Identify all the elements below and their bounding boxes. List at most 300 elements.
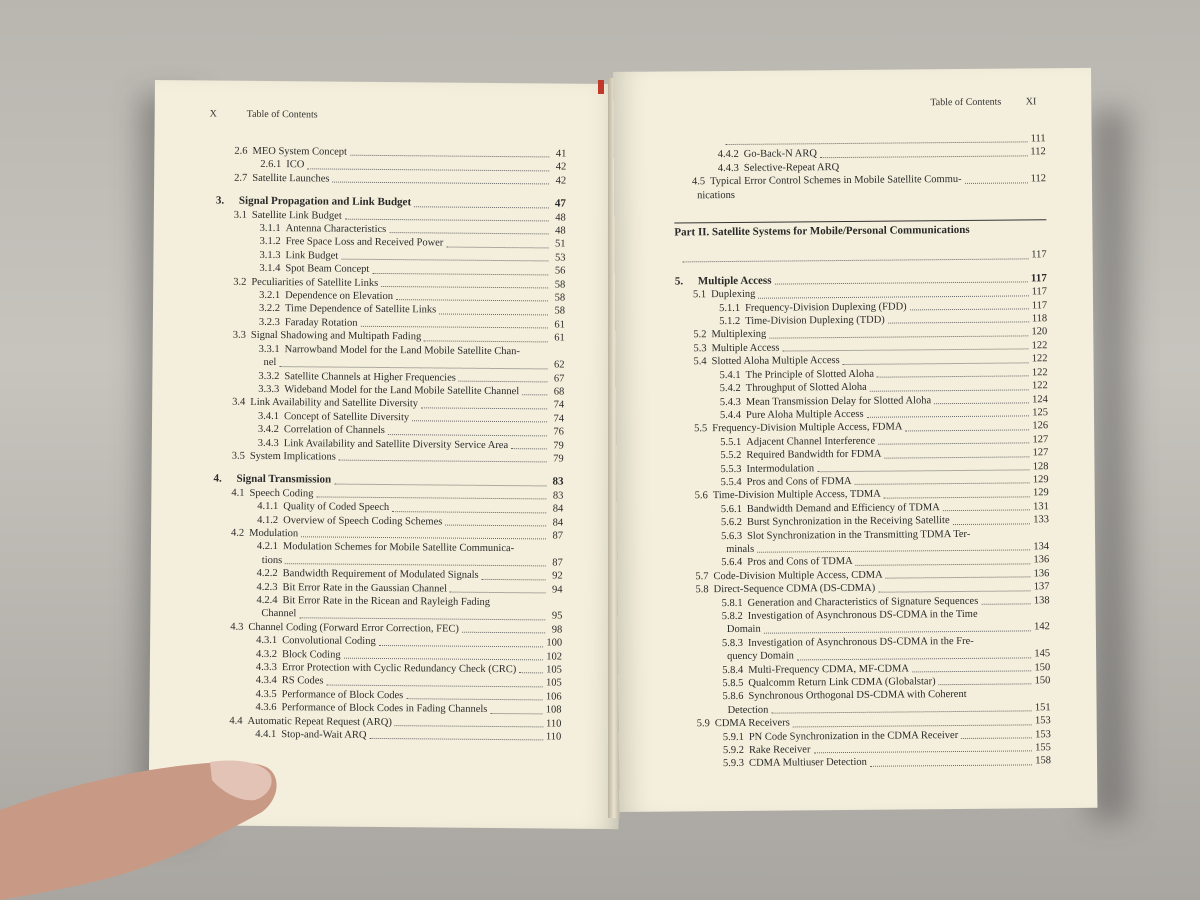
toc-entry-number: 4.1.1 — [257, 501, 279, 513]
toc-entry-title: System Implications — [249, 450, 336, 463]
toc-entry-number: 5.5 — [694, 423, 708, 435]
toc-entry-title: Synchronous Orthogonal DS-CDMA with Coherent — [748, 689, 967, 703]
toc-entry-page: 138 — [1033, 594, 1050, 606]
toc-entry-number: 4.2 — [231, 527, 245, 539]
toc-dot-leader — [905, 429, 1029, 431]
toc-entry-title: Channel Coding (Forward Error Correction, FEC) — [248, 621, 459, 635]
toc-entry-number: 2.7 — [234, 172, 248, 184]
toc-dot-leader — [406, 698, 543, 700]
toc-dot-leader — [285, 563, 546, 566]
toc-entry-page: 158 — [1035, 755, 1052, 767]
toc-dot-leader — [519, 673, 543, 674]
toc-dot-leader — [316, 497, 546, 500]
toc-entry-number: 3.4.3 — [257, 437, 279, 449]
toc-entry-title: Error Protection with Cyclic Redundancy Check (CRC) — [281, 662, 517, 676]
toc-entry-page: 48 — [555, 225, 566, 237]
toc-entry-title: Antenna Characteristics — [285, 223, 387, 236]
toc-entry-page: 126 — [1032, 420, 1049, 432]
toc-entry-number: 5.6.3 — [721, 530, 743, 542]
toc-entry — [214, 449, 564, 465]
toc-entry-number: 5.9.2 — [722, 744, 744, 757]
toc-entry-title: Rake Receiver — [748, 744, 811, 756]
toc-entry-number: 5.1 — [692, 289, 707, 301]
toc-entry-page: 110 — [545, 731, 562, 743]
toc-entry-title: Signal Shadowing and Multipath Fading — [250, 330, 422, 343]
toc-entry-number: 3.1 — [233, 209, 247, 221]
toc-entry-title: Signal Propagation and Link Budget — [238, 194, 412, 209]
toc-entry-title: Intermodulation — [746, 462, 815, 475]
toc-entry-title: Time Dependence of Satellite Links — [284, 303, 437, 316]
left-toc-list — [211, 145, 566, 745]
toc-dot-leader — [279, 366, 547, 369]
toc-entry-title: Link Availability and Satellite Diversity Service Area — [283, 437, 509, 451]
toc-dot-leader — [877, 375, 1029, 377]
toc-dot-leader — [424, 340, 548, 342]
toc-dot-leader — [341, 259, 548, 262]
toc-dot-leader — [369, 738, 542, 741]
toc-entry-number: 3.3 — [232, 329, 246, 342]
toc-entry-page: 111 — [1030, 133, 1046, 145]
toc-entry-title: tions — [261, 554, 283, 566]
toc-entry-title: Channel — [261, 608, 297, 620]
toc-entry-page: 79 — [553, 440, 564, 452]
toc-entry-title: Signal Transmission — [236, 473, 332, 486]
toc-entry-number: 2.6 — [234, 145, 248, 157]
toc-entry-number: 4.1 — [231, 487, 245, 499]
toc-entry-title: CDMA Multiuser Detection — [748, 757, 867, 770]
toc-entry-number: 4.4.1 — [255, 728, 277, 741]
toc-entry-page: 137 — [1033, 581, 1050, 593]
toc-entry-page: 106 — [545, 691, 562, 703]
toc-entry-number: 4.3.2 — [255, 648, 278, 660]
toc-dot-leader — [372, 273, 548, 276]
toc-entry-number: 4.2.1 — [256, 541, 278, 553]
toc-dot-leader — [888, 322, 1029, 324]
toc-entry-number: 3.4 — [232, 396, 246, 409]
toc-dot-leader — [758, 295, 1028, 298]
toc-entry-page: 153 — [1034, 728, 1051, 740]
toc-dot-leader — [333, 182, 550, 185]
toc-entry-page: 74 — [553, 399, 565, 411]
toc-entry-title: Go-Back-N ARQ — [743, 148, 817, 161]
toc-entry-title: Pros and Cons of FDMA — [746, 475, 852, 488]
toc-entry-title: Satellite Channels at Higher Frequencies — [284, 370, 456, 384]
left-page — [148, 80, 624, 829]
toc-dot-leader — [345, 219, 549, 222]
left-page-number: X — [209, 108, 217, 120]
toc-dot-leader — [388, 434, 547, 436]
toc-dot-leader — [360, 326, 547, 329]
toc-entry-page: 62 — [553, 359, 565, 371]
toc-entry-page: 42 — [555, 175, 567, 187]
toc-dot-leader — [482, 578, 546, 580]
toc-dot-leader — [490, 713, 542, 714]
toc-entry-number: 5.3 — [693, 343, 707, 355]
toc-entry-title: Pros and Cons of TDMA — [747, 556, 853, 569]
toc-entry-title: minals — [726, 543, 755, 555]
toc-entry-title: Direct-Sequence CDMA (DS-CDMA) — [713, 582, 876, 596]
toc-dot-leader — [445, 525, 546, 527]
toc-entry-number: 5.8.4 — [722, 664, 744, 676]
toc-entry-number: 5.6.1 — [720, 503, 742, 515]
toc-dot-leader — [820, 155, 1027, 158]
toc-dot-leader — [301, 537, 546, 540]
toc-dot-leader — [981, 603, 1031, 604]
toc-dot-leader — [450, 592, 546, 594]
toc-entry-title: Automatic Repeat Request (ARQ) — [247, 715, 392, 728]
toc-entry-page: 136 — [1033, 554, 1050, 566]
toc-entry-title: MEO System Concept — [252, 145, 348, 158]
toc-dot-leader — [813, 751, 1032, 754]
toc-entry-page: 117 — [1031, 286, 1047, 298]
toc-entry-title: Spot Beam Concept — [285, 263, 370, 276]
toc-dot-leader — [764, 630, 1031, 633]
toc-dot-leader — [943, 510, 1030, 512]
toc-entry-page: 87 — [552, 557, 563, 569]
toc-dot-leader — [961, 737, 1032, 739]
toc-entry-page: 117 — [1031, 299, 1048, 312]
toc-entry-number: 5.6.2 — [720, 517, 742, 529]
toc-entry-title: Time-Division Duplexing (TDD) — [745, 314, 885, 327]
toc-entry-page: 83 — [552, 475, 564, 488]
toc-entry-page: 87 — [552, 530, 564, 542]
toc-entry-number: 3. — [215, 194, 225, 207]
right-running-title: Table of Contents — [930, 96, 1002, 109]
toc-dot-leader — [817, 469, 1030, 472]
toc-entry-page: 61 — [554, 319, 565, 331]
toc-entry-title: CDMA Receivers — [714, 717, 790, 730]
bookmark-ribbon — [598, 80, 604, 94]
toc-entry-title: nications — [697, 189, 736, 201]
toc-entry-number: 5.8.6 — [722, 691, 744, 703]
toc-entry-title: Slot Synchronization in the Transmitting TDMA Ter- — [747, 528, 971, 542]
toc-entry — [674, 186, 1046, 203]
toc-entry-page: 58 — [554, 292, 566, 304]
toc-entry-number: 5.1.2 — [719, 315, 741, 328]
toc-entry-number: 4.2.2 — [256, 568, 278, 580]
toc-entry-number: 5. — [674, 275, 684, 288]
toc-entry-page: 83 — [552, 490, 564, 502]
toc-dot-leader — [459, 381, 548, 383]
toc-dot-leader — [381, 286, 548, 288]
toc-entry-page: 127 — [1032, 447, 1049, 459]
toc-entry-page: 125 — [1032, 407, 1049, 419]
toc-dot-leader — [326, 684, 543, 687]
toc-entry-page: 127 — [1032, 433, 1049, 446]
toc-dot-leader — [726, 142, 1028, 146]
toc-entry-number: 5.5.1 — [720, 436, 742, 448]
toc-dot-leader — [783, 349, 1029, 352]
toc-entry-title: Quality of Coded Speech — [283, 501, 390, 514]
toc-entry-page: 133 — [1033, 514, 1049, 526]
toc-entry-title: Qualcomm Return Link CDMA (Globalstar) — [748, 676, 936, 689]
toc-entry-page: 155 — [1035, 742, 1051, 754]
toc-entry-page: 118 — [1031, 313, 1048, 325]
part-heading: Part II. Satellite Systems for Mobile/Personal Communications — [674, 219, 1046, 240]
toc-entry-title: Duplexing — [711, 289, 756, 301]
toc-entry-number: 5.6 — [694, 490, 708, 502]
toc-entry-title: RS Codes — [281, 675, 324, 687]
toc-entry — [216, 171, 566, 187]
toc-entry-number: 4.1.2 — [257, 514, 279, 526]
toc-entry-title: Throughput of Slotted Aloha — [745, 381, 867, 394]
toc-entry-page: 67 — [553, 372, 565, 385]
toc-entry-title: nel — [263, 357, 277, 369]
toc-entry-page: 58 — [554, 305, 566, 318]
toc-entry-number: 3.2 — [233, 276, 247, 288]
toc-dot-leader — [884, 496, 1030, 498]
toc-entry-number: 3.4.2 — [257, 424, 280, 436]
toc-entry-number: 3.5 — [231, 450, 245, 462]
toc-entry-page: 150 — [1034, 661, 1051, 673]
toc-dot-leader — [774, 282, 1027, 285]
toc-dot-leader — [953, 523, 1031, 525]
toc-entry-title: Speech Coding — [249, 487, 314, 500]
toc-entry-title: Convolutional Coding — [282, 635, 376, 648]
toc-entry-number: 5.9 — [696, 718, 710, 730]
toc-entry-title: Bit Error Rate in the Gaussian Channel — [282, 581, 448, 595]
toc-dot-leader — [797, 657, 1031, 660]
toc-dot-leader — [344, 658, 544, 661]
toc-entry-title: Typical Error Control Schemes in Mobile Satellite Commu- — [710, 174, 962, 188]
toc-entry-page: 42 — [555, 161, 567, 173]
toc-entry-page: 53 — [554, 252, 566, 264]
toc-dot-leader — [878, 590, 1031, 592]
toc-entry-page: 105 — [546, 664, 562, 676]
toc-entry-page: 112 — [1030, 173, 1046, 185]
toc-entry-page: 145 — [1034, 648, 1051, 660]
toc-entry-title: Time-Division Multiple Access, TDMA — [712, 489, 881, 502]
toc-entry-number: 3.2.3 — [258, 316, 280, 328]
toc-entry-number: 3.2.2 — [258, 303, 281, 315]
toc-dot-leader — [334, 483, 546, 486]
toc-entry-title: Correlation of Channels — [283, 424, 385, 437]
toc-entry-page: 51 — [555, 238, 566, 251]
toc-entry-number: 5.8.2 — [721, 610, 743, 623]
toc-entry-page: 92 — [552, 570, 563, 582]
toc-entry-title: Satellite Launches — [252, 172, 330, 185]
toc-entry-title: Mean Transmission Delay for Slotted Aloha — [745, 394, 932, 408]
toc-entry-page: 153 — [1034, 715, 1051, 727]
toc-entry-number: 5.2 — [693, 329, 707, 341]
toc-entry-title: Detection — [727, 704, 769, 716]
toc-entry-page: 84 — [552, 503, 564, 515]
toc-entry-page: 100 — [546, 637, 563, 649]
toc-entry-title: Code-Division Multiple Access, CDMA — [713, 569, 883, 582]
toc-entry-page: 122 — [1031, 366, 1048, 379]
toc-entry-number: 5.4.4 — [719, 409, 742, 421]
toc-entry-number: 3.4.1 — [258, 410, 280, 422]
toc-dot-leader — [910, 308, 1029, 310]
toc-entry-title: Selective-Repeat ARQ — [743, 161, 840, 174]
toc-entry-title: Stop-and-Wait ARQ — [281, 729, 367, 741]
toc-entry-number: 3.1.3 — [259, 249, 281, 261]
toc-dot-leader — [462, 632, 545, 634]
toc-entry-title: Bandwidth Requirement of Modulated Signals — [282, 568, 479, 582]
toc-entry-number: 5.5.3 — [720, 463, 742, 475]
right-page — [613, 68, 1097, 812]
toc-entry-number: 3.3.3 — [258, 383, 280, 396]
toc-entry-page: 98 — [551, 624, 563, 636]
toc-entry-title: Bandwidth Demand and Efficiency of TDMA — [746, 501, 940, 515]
toc-entry-number: 5.9.3 — [722, 758, 745, 770]
toc-entry-number: 4.3.3 — [255, 661, 277, 674]
toc-entry-page: 150 — [1034, 675, 1051, 687]
toc-dot-leader — [793, 724, 1032, 727]
toc-entry-page: 110 — [545, 718, 562, 730]
toc-entry-page: 56 — [554, 265, 566, 277]
toc-entry-number: 5.6.4 — [721, 557, 743, 569]
toc-entry-page: 41 — [555, 148, 567, 160]
toc-dot-leader — [757, 550, 1030, 553]
toc-entry-number: 5.5.2 — [720, 450, 742, 462]
toc-entry-title: Frequency-Division Multiple Access, FDMA — [712, 421, 903, 435]
toc-entry-number: 3.1.2 — [259, 236, 281, 248]
toc-dot-leader — [884, 456, 1029, 458]
toc-dot-leader — [446, 246, 548, 248]
toc-entry-page: 151 — [1034, 702, 1051, 714]
toc-dot-leader — [412, 420, 547, 422]
toc-entry-title: Dependence on Elevation — [285, 290, 394, 303]
toc-entry-page: 76 — [553, 426, 564, 438]
toc-entry-title: quency Domain — [727, 650, 794, 663]
toc-dot-leader — [867, 416, 1030, 418]
right-toc-list — [674, 132, 1052, 771]
toc-entry-number: 5.4.1 — [719, 369, 741, 381]
toc-dot-leader — [939, 684, 1032, 686]
toc-dot-leader — [339, 460, 547, 463]
toc-entry-number: 5.8 — [695, 584, 709, 596]
toc-entry-title: Domain — [726, 624, 761, 636]
toc-dot-leader — [870, 764, 1032, 766]
toc-dot-leader — [771, 711, 1031, 714]
toc-entry-page: 131 — [1033, 500, 1049, 513]
toc-entry-page: 108 — [545, 704, 562, 716]
toc-entry-number: 5.7 — [695, 570, 709, 583]
toc-entry-number: 5.5.4 — [720, 476, 742, 489]
toc-entry-title: Generation and Characteristics of Signature Sequences — [747, 595, 979, 609]
toc-dot-leader — [439, 313, 548, 315]
toc-entry-page: 102 — [546, 651, 563, 663]
toc-entry-number: 5.8.5 — [722, 677, 744, 690]
toc-entry-number: 5.9.1 — [722, 731, 744, 743]
toc-entry-page: 136 — [1033, 567, 1050, 580]
toc-dot-leader — [350, 155, 549, 158]
toc-entry-page: 79 — [553, 453, 564, 465]
toc-entry-number: 3.1.1 — [259, 222, 281, 235]
toc-entry-title: ICO — [286, 159, 305, 171]
toc-dot-leader — [396, 300, 548, 302]
toc-entry-number: 4.3.4 — [255, 675, 277, 687]
toc-entry-page: 124 — [1032, 393, 1048, 405]
toc-entry-number: 3.3.1 — [258, 343, 280, 355]
toc-entry-number: 4.4.3 — [717, 162, 739, 174]
toc-entry-number: 5.8.3 — [721, 637, 744, 649]
left-running-title: Table of Contents — [246, 108, 318, 121]
toc-entry-page: 61 — [554, 332, 565, 344]
toc-dot-leader — [843, 362, 1029, 365]
toc-entry-page: 112 — [1030, 146, 1046, 158]
toc-entry — [679, 755, 1051, 772]
toc-entry-page: 94 — [552, 584, 563, 596]
toc-entry-title: Satellite Link Budget — [251, 209, 342, 222]
toc-dot-leader — [395, 725, 543, 727]
toc-entry-number: 4.4.2 — [717, 149, 739, 161]
toc-dot-leader — [307, 168, 549, 171]
toc-entry-number: 3.2.1 — [259, 289, 281, 302]
toc-dot-leader — [392, 511, 546, 513]
toc-dot-leader — [870, 389, 1029, 391]
toc-dot-leader — [934, 402, 1029, 404]
toc-entry-number: 4.3.6 — [255, 702, 277, 714]
toc-entry-page: 68 — [553, 386, 565, 398]
toc-entry-page: 47 — [554, 197, 566, 210]
toc-entry-number: 3.3.2 — [258, 370, 280, 382]
toc-entry-number: 4.3.5 — [255, 688, 277, 700]
toc-entry-number: 4.5 — [691, 176, 706, 188]
toc-dot-leader — [886, 577, 1031, 579]
toc-entry-title: Burst Synchronization in the Receiving Satellite — [746, 515, 950, 529]
toc-entry-title: Multiple Access — [711, 342, 780, 355]
toc-dot-leader — [379, 645, 544, 647]
toc-entry-page: 117 — [1031, 249, 1047, 261]
toc-entry-title: Free Space Loss and Received Power — [285, 236, 444, 249]
toc-dot-leader — [855, 483, 1030, 486]
toc-entry-page: 58 — [554, 279, 566, 291]
toc-entry-title: Pure Aloha Multiple Access — [745, 408, 864, 421]
toc-entry-title: Performance of Block Codes in Fading Channels — [281, 702, 488, 716]
toc-dot-leader — [769, 335, 1028, 338]
toc-entry-title: Concept of Satellite Diversity — [284, 410, 410, 423]
toc-dot-leader — [878, 443, 1029, 445]
toc-dot-leader — [389, 232, 548, 234]
toc-entry-page: 122 — [1031, 340, 1048, 352]
toc-entry-title: Overview of Speech Coding Schemes — [283, 514, 443, 528]
toc-entry-title: Wideband Model for the Land Mobile Satellite Channel — [284, 384, 520, 398]
toc-entry-title: Block Coding — [281, 648, 341, 661]
toc-entry-title: Adjacent Channel Interference — [746, 435, 876, 448]
toc-entry-title: Peculiarities of Satellite Links — [251, 276, 379, 289]
toc-entry-page: 128 — [1032, 460, 1049, 472]
toc-entry-page: 122 — [1031, 353, 1048, 365]
toc-entry-page: 129 — [1032, 474, 1049, 486]
toc-dot-leader — [522, 395, 547, 396]
toc-entry-page: 134 — [1033, 541, 1050, 553]
toc-entry-number: 2.6.1 — [260, 159, 282, 171]
toc-entry-title: Multiplexing — [711, 329, 767, 341]
right-toc-main — [675, 249, 1052, 772]
toc-entry-title: Modulation Schemes for Mobile Satellite Communica- — [282, 541, 515, 555]
right-page-number: XI — [1025, 96, 1037, 108]
toc-dot-leader — [683, 258, 1029, 262]
toc-entry-number: 5.4.3 — [719, 396, 741, 408]
toc-entry-title: Investigation of Asynchronous DS-CDMA in the Time — [747, 608, 978, 622]
toc-entry-number: 5.8.1 — [721, 597, 743, 609]
toc-entry-number: 4.2.4 — [256, 594, 278, 607]
toc-dot-leader — [421, 407, 547, 409]
toc-chapter-entry — [675, 249, 1047, 266]
toc-entry-page: 48 — [555, 212, 566, 224]
toc-dot-leader — [912, 670, 1032, 672]
toc-entry-title: Bit Error Rate in the Ricean and Rayleigh Fading — [282, 595, 491, 608]
toc-entry-title: Narrowband Model for the Land Mobile Satellite Chan- — [284, 343, 521, 357]
toc-entry-title: Slotted Aloha Multiple Access — [711, 355, 840, 368]
toc-entry-title: PN Code Synchronization in the CDMA Receiver — [748, 729, 959, 743]
toc-dot-leader — [299, 617, 545, 620]
toc-entry-number: 5.4.2 — [719, 382, 741, 395]
toc-entry-title: Link Budget — [285, 249, 339, 262]
toc-entry-number: 4.3 — [230, 621, 244, 633]
